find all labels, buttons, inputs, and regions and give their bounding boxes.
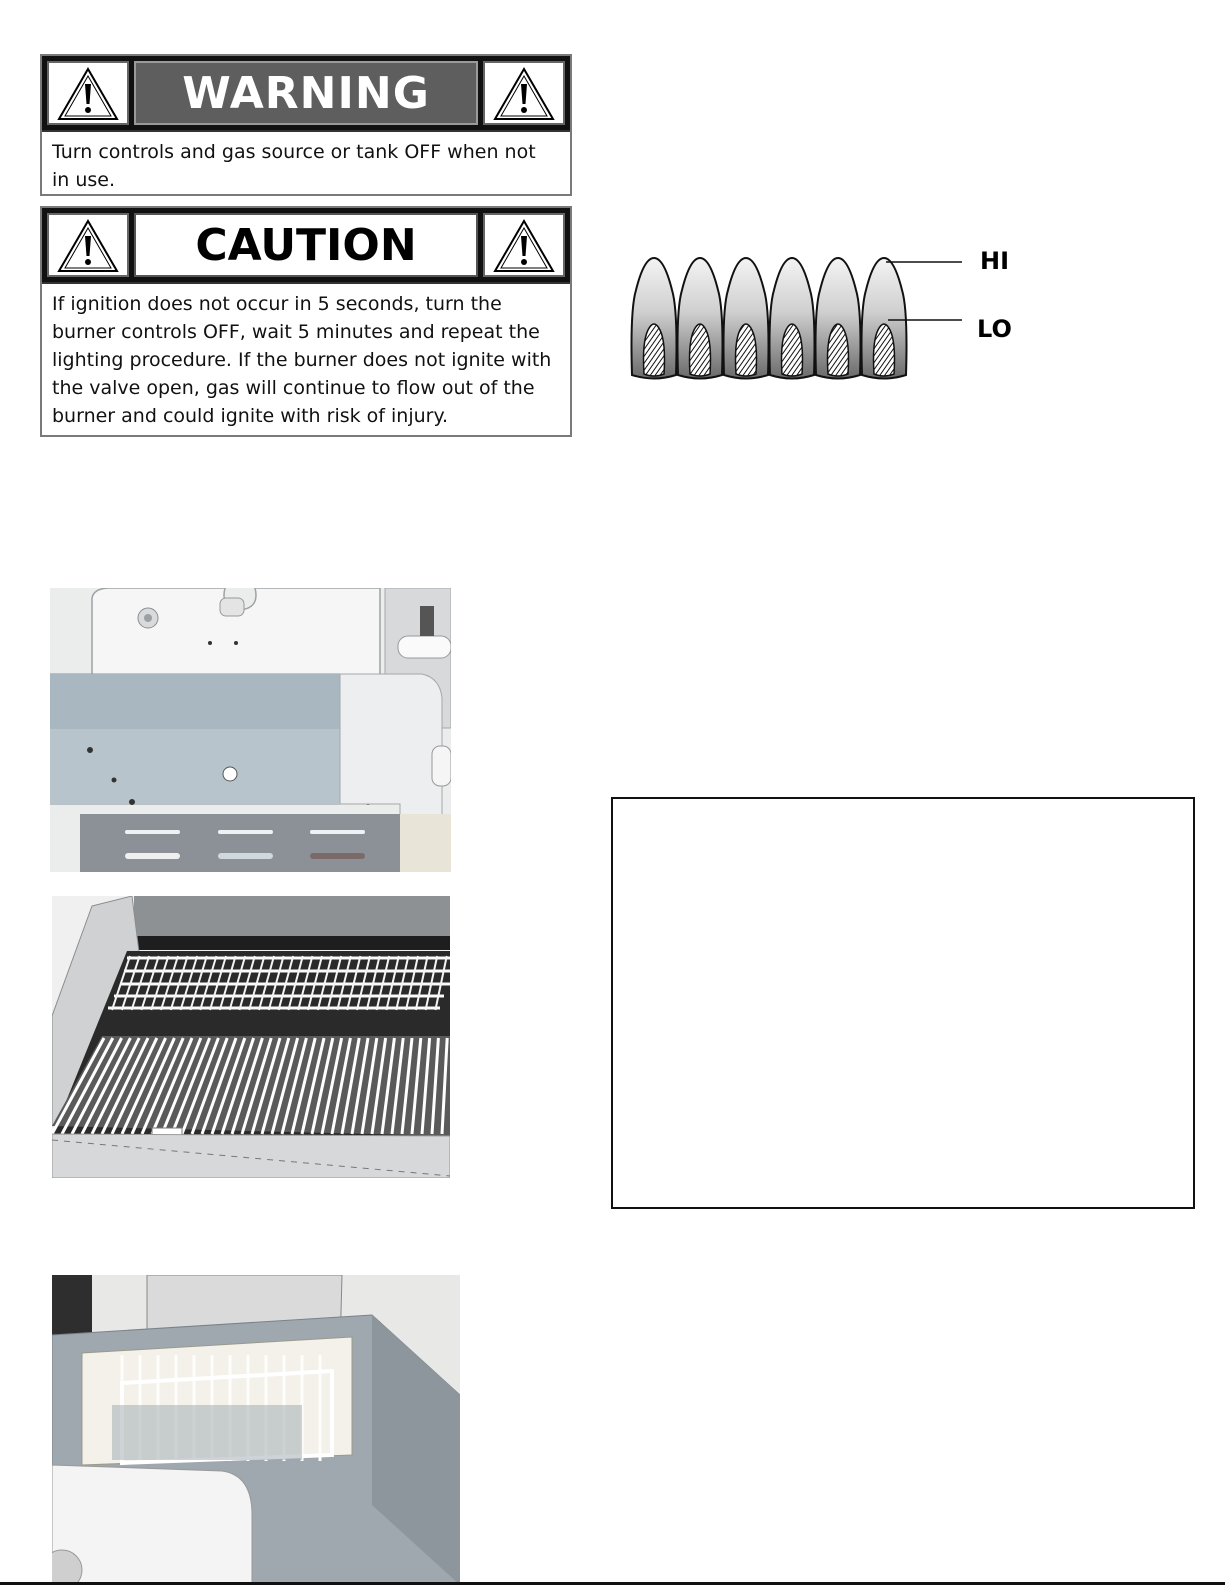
- warning-header: [42, 56, 570, 132]
- flame-leader-lines: [880, 250, 980, 340]
- flame-inner-cone: [828, 324, 849, 376]
- warning-label: [40, 54, 572, 196]
- side-basket-image: [52, 1275, 460, 1585]
- caution-heading: CAUTION: [134, 213, 478, 277]
- cooking-grates-image: [52, 896, 450, 1178]
- caution-line: the valve open, gas will continue to flow out of the: [52, 377, 535, 399]
- caution-text: [42, 284, 570, 436]
- warning-line: in use.: [52, 169, 116, 191]
- caution-triangle-left-icon: [47, 213, 129, 277]
- caution-line: lighting procedure. If the burner does not ignite with: [52, 349, 552, 371]
- warning-triangle-left-icon: [47, 61, 129, 125]
- caution-line: burner controls OFF, wait 5 minutes and repeat the: [52, 321, 540, 343]
- caution-line: If ignition does not occur in 5 seconds, turn the: [52, 293, 502, 315]
- flame-inner-cone: [736, 324, 757, 376]
- flame-lo-label: LO: [977, 315, 1012, 343]
- warning-heading: WARNING: [134, 61, 478, 125]
- warning-line: Turn controls and gas source or tank OFF when not: [52, 141, 536, 163]
- warning-triangle-right-icon: [483, 61, 565, 125]
- flame-inner-cone: [644, 324, 665, 376]
- caution-triangle-right-icon: [483, 213, 565, 277]
- warning-text: [42, 132, 570, 200]
- caution-header: [42, 208, 570, 284]
- flame-inner-cone: [782, 324, 803, 376]
- flame-hi-label: HI: [980, 247, 1010, 275]
- caution-line: burner and could ignite with risk of injury.: [52, 405, 449, 427]
- flame-inner-cone: [690, 324, 711, 376]
- empty-content-box: [611, 797, 1195, 1209]
- grill-side-panel-image: [50, 588, 451, 872]
- caution-label: [40, 206, 572, 437]
